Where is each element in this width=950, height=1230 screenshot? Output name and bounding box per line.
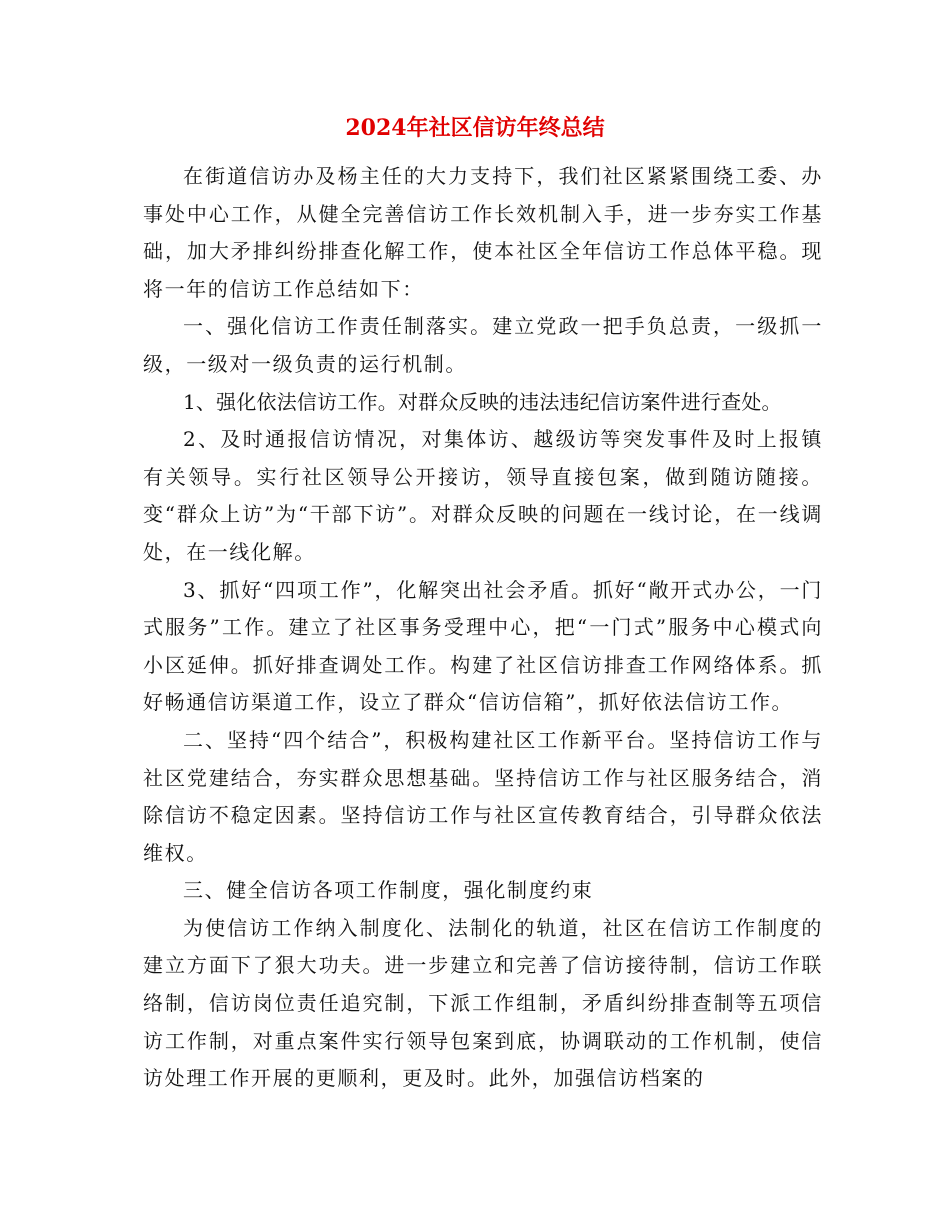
paragraph-item-1: 1、强化依法信访工作。对群众反映的违法违纪信访案件进行查处。 <box>183 389 782 414</box>
paragraph-intro: 在街道信访办及杨主任的大力支持下，我们社区紧紧围绕工委、办事处中心工作，从健全完善信访工作长效机制入手，进一步夯实工作基础，加大矛排纠纷排查化解工作，使本社区全年信访工作总体平稳。现将一年的信访工作总结如下： <box>143 164 823 301</box>
paragraph-section-3: 三、健全信访各项工作制度，强化制度约束 <box>183 878 594 903</box>
paragraph-section-3-body: 为使信访工作纳入制度化、法制化的轨道，社区在信访工作制度的建立方面下了狠大功夫。进一步建立和完善了信访接待制，信访工作联络制，信访岗位责任追究制，下派工作组制，矛盾纠纷排查制等五项信访工作制，对重点案件实行领导包案到底，协调联动的工作机制，使信访处理工作开展的更顺利，更及时。此外，加强信访档案的 <box>143 915 823 1091</box>
paragraph-item-2: 2、及时通报信访情况，对集体访、越级访等突发事件及时上报镇有关领导。实行社区领导公开接访，领导直接包案，做到随访随接。变“群众上访”为“干部下访”。对群众反映的问题在一线讨论，在一线调处，在一线化解。 <box>143 427 823 564</box>
document-body <box>143 158 823 1098</box>
paragraph-item-3: 3、抓好“四项工作”，化解突出社会矛盾。抓好“敞开式办公，一门式服务”工作。建立了社区事务受理中心，把“一门式”服务中心模式向小区延伸。抓好排查调处工作。构建了社区信访排查工作网络体系。抓好畅通信访渠道工作，设立了群众“信访信箱”，抓好依法信访工作。 <box>143 577 823 715</box>
paragraph-section-1: 一、强化信访工作责任制落实。建立党政一把手负总责，一级抓一级，一级对一级负责的运行机制。 <box>143 314 823 376</box>
document-title: 2024年社区信访年终总结 <box>345 115 605 141</box>
paragraph-section-2: 二、坚持“四个结合”，积极构建社区工作新平台。坚持信访工作与社区党建结合，夯实群众思想基础。坚持信访工作与社区服务结合，消除信访不稳定因素。坚持信访工作与社区宣传教育结合，引导群众依法维权。 <box>143 727 823 865</box>
